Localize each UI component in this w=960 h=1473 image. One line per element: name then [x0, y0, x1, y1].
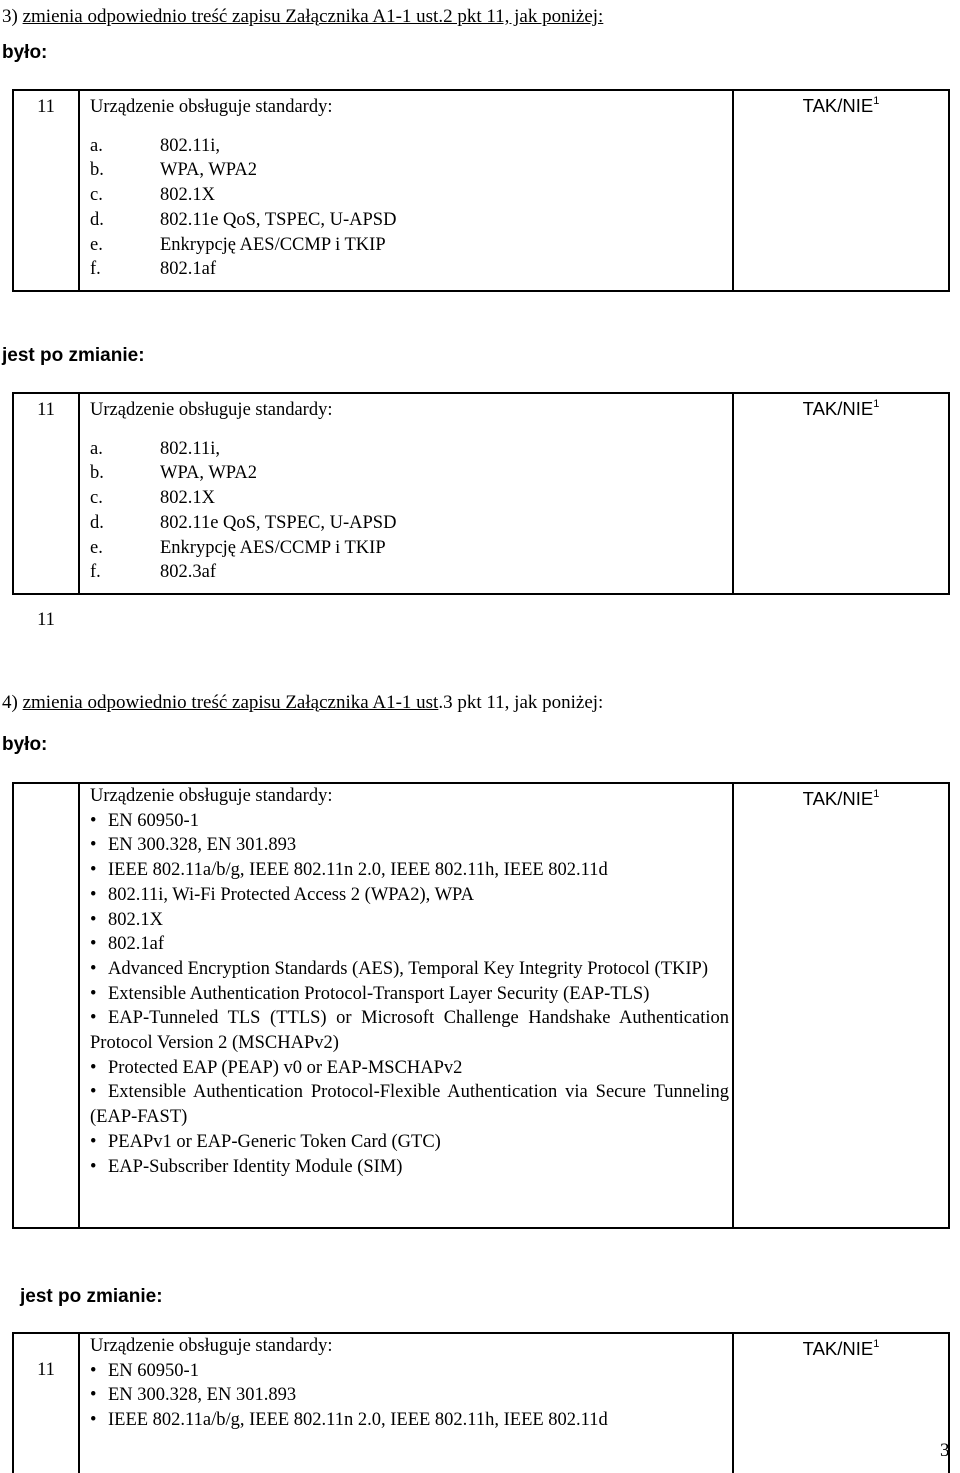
answer-text: TAK/NIE	[802, 1338, 874, 1359]
list-item-text: EN 60950-1	[108, 810, 199, 831]
list-marker: e.	[90, 234, 103, 255]
bullet-icon: •	[90, 958, 97, 979]
list-item-text: EAP-Subscriber Identity Module (SIM)	[108, 1156, 403, 1177]
answer-text: TAK/NIE	[802, 398, 874, 419]
list-item-text: 802.1af	[160, 259, 216, 280]
list-item-text: IEEE 802.11a/b/g, IEEE 802.11n 2.0, IEEE 802.11h, IEEE 802.11d	[108, 1410, 608, 1431]
answer-cell	[733, 783, 949, 1228]
list-marker: d.	[90, 209, 104, 230]
list-item	[90, 183, 732, 208]
list-item	[90, 437, 732, 462]
list-item	[90, 1056, 729, 1081]
bullet-icon: •	[90, 1385, 97, 1406]
section-4-text: zmienia odpowiednio treść zapisu Załącznika A1-1 ust	[22, 692, 439, 713]
list-marker: b.	[90, 463, 104, 484]
list-item-text: Advanced Encryption Standards (AES), Temporal Key Integrity Protocol (TKIP)	[108, 958, 708, 979]
standards-table-after	[12, 392, 950, 595]
row-number-text: 11	[37, 1360, 55, 1380]
standards-table-before	[12, 89, 950, 292]
list-item-text: EN 300.328, EN 301.893	[108, 1385, 297, 1406]
footnote-marker: 1	[873, 1338, 880, 1350]
list-item-text: 802.1X	[160, 488, 215, 509]
description-cell	[79, 783, 733, 1228]
bullet-icon: •	[90, 1057, 97, 1078]
list-item-text: PEAPv1 or EAP-Generic Token Card (GTC)	[108, 1131, 441, 1152]
footnote-marker: 1	[873, 398, 880, 410]
answer-cell	[733, 90, 949, 291]
list-item-text: 802.11i, Wi-Fi Protected Access 2 (WPA2), WPA	[108, 884, 474, 905]
section-4-heading	[2, 692, 603, 714]
list-item	[90, 809, 729, 834]
list-item	[90, 486, 732, 511]
list-item-text: 802.1af	[108, 934, 164, 955]
row-number-text: 11	[37, 609, 55, 630]
section-3-text: zmienia odpowiednio treść zapisu Załącznika A1-1 ust.2 pkt 11, jak poniżej:	[22, 6, 604, 27]
list-item-text: WPA, WPA2	[160, 463, 257, 484]
list-item	[90, 134, 732, 159]
list-item	[90, 957, 729, 982]
bullet-icon: •	[90, 1156, 97, 1177]
row-number: 11	[13, 90, 79, 291]
before-label: było:	[2, 734, 48, 755]
list-item	[90, 982, 729, 1007]
list-item	[90, 932, 729, 957]
list-item-text: 802.11e QoS, TSPEC, U-APSD	[160, 512, 397, 533]
before-label: było:	[2, 42, 48, 63]
bullet-icon: •	[90, 934, 97, 955]
list-item-text: 802.11e QoS, TSPEC, U-APSD	[160, 209, 397, 230]
description-cell	[79, 1333, 733, 1473]
list-item	[90, 536, 732, 561]
cell-title: Urządzenie obsługuje standardy:	[90, 400, 333, 420]
list-item	[90, 1383, 729, 1408]
bullet-icon: •	[90, 909, 97, 930]
list-item-text: EN 60950-1	[108, 1360, 199, 1381]
list-item	[90, 858, 729, 883]
list-item-text: Enkrypcję AES/CCMP i TKIP	[160, 537, 386, 558]
list-item	[90, 1006, 729, 1055]
bullet-icon: •	[90, 884, 97, 905]
list-marker: f.	[90, 562, 101, 583]
list-marker: a.	[90, 438, 103, 459]
list-item-text: EN 300.328, EN 301.893	[108, 835, 297, 856]
list-item-text: 802.11i,	[160, 135, 220, 156]
list-item-text: EAP-Tunneled TLS (TTLS) or Microsoft Challenge Handshake Authentication Protocol Version 2 (MSCHAPv2)	[90, 1008, 729, 1054]
list-item	[90, 233, 732, 258]
bullet-icon: •	[90, 1360, 97, 1381]
bullet-icon: •	[90, 810, 97, 831]
standards-table-after	[12, 1332, 950, 1473]
row-number	[13, 1333, 79, 1473]
bullet-icon: •	[90, 1008, 97, 1029]
list-item	[90, 1359, 729, 1384]
after-label: jest po zmianie:	[2, 345, 145, 366]
list-marker: b.	[90, 160, 104, 181]
answer-cell	[733, 1333, 949, 1473]
list-item-text: 802.1X	[160, 185, 215, 206]
list-item	[90, 560, 732, 585]
cell-title: Urządzenie obsługuje standardy:	[90, 1336, 333, 1356]
description-cell	[79, 90, 733, 291]
footnote-marker: 1	[873, 95, 880, 107]
list-marker: a.	[90, 135, 103, 156]
list-item-text: Extensible Authentication Protocol-Flexible Authentication via Secure Tunneling (EAP-FAST)	[90, 1082, 729, 1128]
section-3-heading	[2, 6, 603, 28]
answer-cell	[733, 393, 949, 594]
list-item-text: WPA, WPA2	[160, 160, 257, 181]
cell-title: Urządzenie obsługuje standardy:	[90, 786, 333, 806]
list-item	[90, 1130, 729, 1155]
standards-list	[90, 134, 732, 282]
list-item	[90, 833, 729, 858]
list-marker: d.	[90, 512, 104, 533]
bullet-icon: •	[90, 1410, 97, 1431]
list-item-text: Enkrypcję AES/CCMP i TKIP	[160, 234, 386, 255]
list-item	[90, 158, 732, 183]
list-marker: f.	[90, 259, 101, 280]
list-item	[90, 257, 732, 282]
list-item	[90, 1408, 729, 1433]
bullet-icon: •	[90, 860, 97, 881]
page-number: 3	[940, 1440, 950, 1461]
list-item-text: 802.1X	[108, 909, 163, 930]
section-3-number: 3)	[2, 6, 18, 27]
standards-list	[90, 437, 732, 585]
list-item-text: 802.3af	[160, 562, 216, 583]
list-item	[90, 208, 732, 233]
list-item	[90, 1155, 729, 1180]
row-number: 11	[13, 393, 79, 594]
section-4-text-rest: .3 pkt 11, jak poniżej:	[438, 692, 604, 713]
cell-title: Urządzenie obsługuje standardy:	[90, 97, 333, 117]
bullet-icon: •	[90, 1082, 97, 1103]
footnote-marker: 1	[873, 788, 880, 800]
list-item-text: IEEE 802.11a/b/g, IEEE 802.11n 2.0, IEEE 802.11h, IEEE 802.11d	[108, 860, 608, 881]
standards-list	[90, 809, 729, 1180]
list-item	[90, 1080, 729, 1129]
list-marker: c.	[90, 488, 103, 509]
list-item-text: 802.11i,	[160, 438, 220, 459]
after-label: jest po zmianie:	[20, 1286, 163, 1307]
description-cell	[79, 393, 733, 594]
list-item	[90, 883, 729, 908]
answer-text: TAK/NIE	[802, 95, 874, 116]
list-marker: c.	[90, 185, 103, 206]
list-item-text: Extensible Authentication Protocol-Transport Layer Security (EAP-TLS)	[108, 983, 650, 1004]
section-4-number: 4)	[2, 692, 18, 713]
standards-list	[90, 1359, 729, 1433]
answer-text: TAK/NIE	[802, 788, 874, 809]
list-item	[90, 461, 732, 486]
bullet-icon: •	[90, 1131, 97, 1152]
list-item	[90, 908, 729, 933]
bullet-icon: •	[90, 835, 97, 856]
list-item	[90, 511, 732, 536]
list-item-text: Protected EAP (PEAP) v0 or EAP-MSCHAPv2	[108, 1057, 463, 1078]
bullet-icon: •	[90, 983, 97, 1004]
list-marker: e.	[90, 537, 103, 558]
